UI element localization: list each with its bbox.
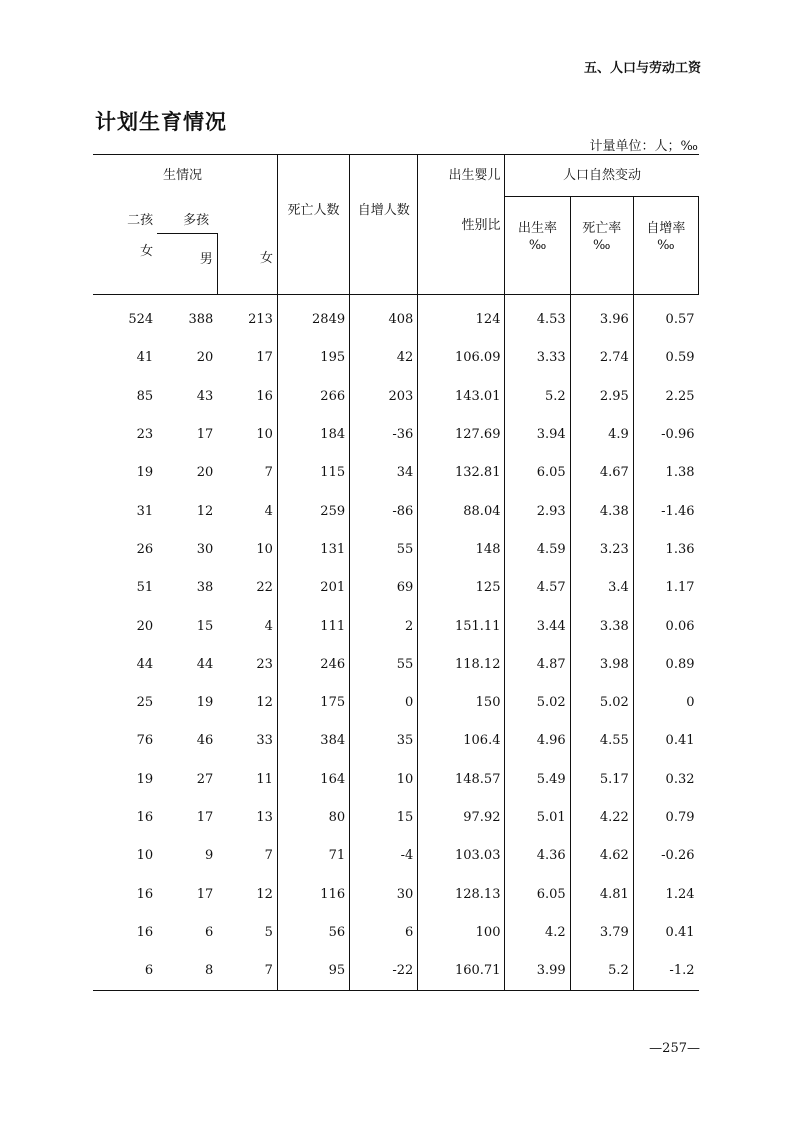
table-cell: 17 xyxy=(196,886,214,902)
table-cell: 151.11 xyxy=(418,607,505,645)
table-row xyxy=(93,875,699,913)
table-row xyxy=(93,607,699,645)
table-cell: 17 xyxy=(196,427,214,443)
table-cell: 3.4 xyxy=(570,569,633,607)
header-male: 男 xyxy=(157,233,217,294)
table-cell: 213 xyxy=(217,294,277,339)
table-cell: 132.81 xyxy=(418,454,505,492)
table-cell: 56 xyxy=(277,913,349,951)
table-cell: 44 xyxy=(136,656,154,672)
table-cell: 5.01 xyxy=(505,798,570,836)
table-cell: 127.69 xyxy=(418,415,505,453)
table-cell: 85 xyxy=(136,388,154,404)
table-cell: 2.95 xyxy=(570,377,633,415)
header-second-child: 二孩 女 xyxy=(127,212,154,259)
page-title: 计划生育情况 xyxy=(95,109,227,134)
table-cell: 88.04 xyxy=(418,492,505,530)
header-death-rate: 死亡率 ‰ xyxy=(570,197,633,295)
table-cell: 19 xyxy=(136,771,154,787)
table-cell: 38 xyxy=(196,580,214,596)
table-cell: 384 xyxy=(277,722,349,760)
table-cell: 125 xyxy=(418,569,505,607)
table-cell: 4.62 xyxy=(570,837,633,875)
table-cell: 41 xyxy=(136,350,154,366)
table-cell: 0.79 xyxy=(665,810,695,825)
table-cell: 16 xyxy=(136,924,154,940)
table-cell: 7 xyxy=(217,454,277,492)
table-cell: 10 xyxy=(217,530,277,568)
table-cell: 12 xyxy=(217,875,277,913)
table-cell: 30 xyxy=(350,875,418,913)
table-cell: 124 xyxy=(418,294,505,339)
table-cell: 23 xyxy=(136,427,154,443)
table-cell: 6 xyxy=(144,963,154,979)
table-cell: 22 xyxy=(217,569,277,607)
table-cell: 3.99 xyxy=(505,952,570,991)
table-cell: -22 xyxy=(350,952,418,991)
table-cell: 2.74 xyxy=(570,339,633,377)
table-cell: 4.59 xyxy=(505,530,570,568)
table-cell: 13 xyxy=(217,798,277,836)
table-cell: 0 xyxy=(350,683,418,721)
table-cell: 266 xyxy=(277,377,349,415)
table-cell: 2.93 xyxy=(505,492,570,530)
table-cell: 20 xyxy=(136,618,154,634)
table-cell: 4.2 xyxy=(505,913,570,951)
table-cell: 524 xyxy=(128,312,154,328)
table-cell: 4.38 xyxy=(570,492,633,530)
table-cell: -1.2 xyxy=(669,963,695,979)
table-cell: 0.89 xyxy=(665,656,695,672)
table-cell: 246 xyxy=(277,645,349,683)
table-cell: 19 xyxy=(196,695,214,711)
table-cell: 20 xyxy=(196,465,214,481)
table-cell: 388 xyxy=(188,312,214,328)
table-cell: 15 xyxy=(350,798,418,836)
table-cell: 0.41 xyxy=(665,733,695,749)
table-cell: 106.4 xyxy=(418,722,505,760)
table-cell: 71 xyxy=(277,837,349,875)
table-cell: 12 xyxy=(217,683,277,721)
table-cell: 118.12 xyxy=(418,645,505,683)
table-cell: 111 xyxy=(277,607,349,645)
table-cell: 5.17 xyxy=(570,760,633,798)
table-cell: 100 xyxy=(418,913,505,951)
table-cell: 6 xyxy=(205,924,214,940)
table-cell: 3.33 xyxy=(505,339,570,377)
table-cell: 44 xyxy=(196,656,214,672)
table-row xyxy=(93,837,699,875)
table-cell: 3.79 xyxy=(570,913,633,951)
table-cell: 7 xyxy=(217,837,277,875)
table-cell: 3.44 xyxy=(505,607,570,645)
page-number: —257— xyxy=(649,1041,700,1056)
table-cell: 148.57 xyxy=(418,760,505,798)
table-cell: 0.32 xyxy=(665,771,695,787)
table-cell: 4.96 xyxy=(505,722,570,760)
table-row xyxy=(93,294,699,339)
table-cell: 51 xyxy=(136,580,154,596)
table-cell: 106.09 xyxy=(418,339,505,377)
table-body xyxy=(93,294,699,990)
table-cell: 143.01 xyxy=(418,377,505,415)
table-cell: 3.23 xyxy=(570,530,633,568)
table-cell: 4.57 xyxy=(505,569,570,607)
section-header: 五、人口与劳动工资 xyxy=(583,61,701,76)
table-cell: 4 xyxy=(217,492,277,530)
header-female: 女 xyxy=(217,233,277,294)
table-cell: 9 xyxy=(205,848,214,864)
table-cell: 160.71 xyxy=(418,952,505,991)
table-cell: -86 xyxy=(350,492,418,530)
table-cell: 0 xyxy=(686,695,695,711)
table-cell: 25 xyxy=(136,695,154,711)
table-row xyxy=(93,798,699,836)
table-row xyxy=(93,339,699,377)
table-cell: 10 xyxy=(350,760,418,798)
table-cell: -1.46 xyxy=(661,503,695,519)
table-cell: 6.05 xyxy=(505,454,570,492)
table-cell: 16 xyxy=(136,886,154,902)
table-row xyxy=(93,760,699,798)
table-cell: 30 xyxy=(196,541,214,557)
table-cell: 46 xyxy=(196,733,214,749)
table-cell: 5.2 xyxy=(570,952,633,991)
table-cell: 6.05 xyxy=(505,875,570,913)
table-cell: -0.26 xyxy=(661,848,695,864)
table-row xyxy=(93,530,699,568)
table-cell: 1.36 xyxy=(665,541,695,557)
table-cell: 1.24 xyxy=(665,886,695,902)
table-cell: 3.96 xyxy=(570,294,633,339)
table-cell: 148 xyxy=(418,530,505,568)
table-cell: 7 xyxy=(217,952,277,991)
table-cell: 0.59 xyxy=(665,350,695,366)
table-cell: 69 xyxy=(350,569,418,607)
table-cell: 97.92 xyxy=(418,798,505,836)
table-cell: 5.49 xyxy=(505,760,570,798)
table-cell: 115 xyxy=(277,454,349,492)
table-cell: 195 xyxy=(277,339,349,377)
table-cell: 3.98 xyxy=(570,645,633,683)
table-row xyxy=(93,377,699,415)
table-cell: 4.67 xyxy=(570,454,633,492)
table-cell: 0.06 xyxy=(665,618,695,634)
header-deaths: 死亡人数 xyxy=(277,155,349,295)
table-cell: 19 xyxy=(136,465,154,481)
header-birth-situation: 生情况 xyxy=(93,155,277,197)
table-cell: 150 xyxy=(418,683,505,721)
table-cell: 116 xyxy=(277,875,349,913)
table-cell: 2849 xyxy=(277,294,349,339)
table-cell: -4 xyxy=(350,837,418,875)
table-row xyxy=(93,683,699,721)
table-cell: 31 xyxy=(136,503,154,519)
header-birth-rate: 出生率 ‰ xyxy=(505,197,570,295)
table-cell: 1.38 xyxy=(665,465,695,481)
table-cell: 3.94 xyxy=(505,415,570,453)
table-cell: 5.02 xyxy=(570,683,633,721)
table-cell: 35 xyxy=(350,722,418,760)
table-cell: 164 xyxy=(277,760,349,798)
table-cell: 175 xyxy=(277,683,349,721)
table-row xyxy=(93,415,699,453)
table-cell: 76 xyxy=(136,733,154,749)
table-cell: 4.81 xyxy=(570,875,633,913)
table-cell: 201 xyxy=(277,569,349,607)
table-cell: 16 xyxy=(136,810,154,825)
table-cell: 5.2 xyxy=(505,377,570,415)
table-cell: 42 xyxy=(350,339,418,377)
table-cell: 10 xyxy=(217,415,277,453)
table-cell: 3.38 xyxy=(570,607,633,645)
table-cell: 4.87 xyxy=(505,645,570,683)
table-cell: 23 xyxy=(217,645,277,683)
table-cell: 17 xyxy=(196,810,214,825)
table-cell: 11 xyxy=(217,760,277,798)
table-cell: 16 xyxy=(217,377,277,415)
table-cell: 103.03 xyxy=(418,837,505,875)
table-cell: 203 xyxy=(350,377,418,415)
table-cell: 8 xyxy=(205,963,214,979)
table-cell: 4.55 xyxy=(570,722,633,760)
table-cell: 4.22 xyxy=(570,798,633,836)
table-row xyxy=(93,722,699,760)
table-row xyxy=(93,952,699,991)
table-cell: 33 xyxy=(217,722,277,760)
table-cell: 27 xyxy=(196,771,214,787)
table-row xyxy=(93,492,699,530)
table-cell: 12 xyxy=(196,503,214,519)
table-cell: 55 xyxy=(350,530,418,568)
table-cell: 17 xyxy=(217,339,277,377)
table-cell: 0.41 xyxy=(665,924,695,940)
table-row xyxy=(93,913,699,951)
table-cell: 1.17 xyxy=(665,580,695,596)
unit-label: 计量单位：人；‰ xyxy=(589,139,698,154)
table-cell: 20 xyxy=(196,350,214,366)
table-cell: 0.57 xyxy=(665,312,695,328)
header-increase-rate: 自增率 ‰ xyxy=(633,197,698,295)
header-sex-ratio: 出生婴儿 性别比 xyxy=(418,155,505,295)
table-cell: 15 xyxy=(196,618,214,634)
header-multi-child: 多孩 xyxy=(157,197,277,234)
table-cell: 4.36 xyxy=(505,837,570,875)
table-row xyxy=(93,645,699,683)
table-cell: -0.96 xyxy=(661,427,695,443)
table-cell: 131 xyxy=(277,530,349,568)
table-cell: 80 xyxy=(277,798,349,836)
header-natural-change: 人口自然变动 xyxy=(505,155,699,197)
table-cell: 95 xyxy=(277,952,349,991)
table-cell: 259 xyxy=(277,492,349,530)
table-cell: 128.13 xyxy=(418,875,505,913)
table-cell: 5.02 xyxy=(505,683,570,721)
table-cell: 4.9 xyxy=(570,415,633,453)
table-cell: 4.53 xyxy=(505,294,570,339)
header-natural-increase: 自增人数 xyxy=(350,155,418,295)
table-cell: 2 xyxy=(350,607,418,645)
table-cell: 10 xyxy=(136,848,154,864)
table-cell: 408 xyxy=(350,294,418,339)
table-cell: 6 xyxy=(350,913,418,951)
table-cell: 34 xyxy=(350,454,418,492)
table-cell: 55 xyxy=(350,645,418,683)
table-row xyxy=(93,454,699,492)
table-cell: -36 xyxy=(350,415,418,453)
table-cell: 4 xyxy=(217,607,277,645)
table-cell: 26 xyxy=(136,541,154,557)
family-planning-table xyxy=(93,154,699,991)
table-row xyxy=(93,569,699,607)
table-cell: 5 xyxy=(217,913,277,951)
table-cell: 2.25 xyxy=(665,388,695,404)
table-cell: 43 xyxy=(196,388,214,404)
table-cell: 184 xyxy=(277,415,349,453)
